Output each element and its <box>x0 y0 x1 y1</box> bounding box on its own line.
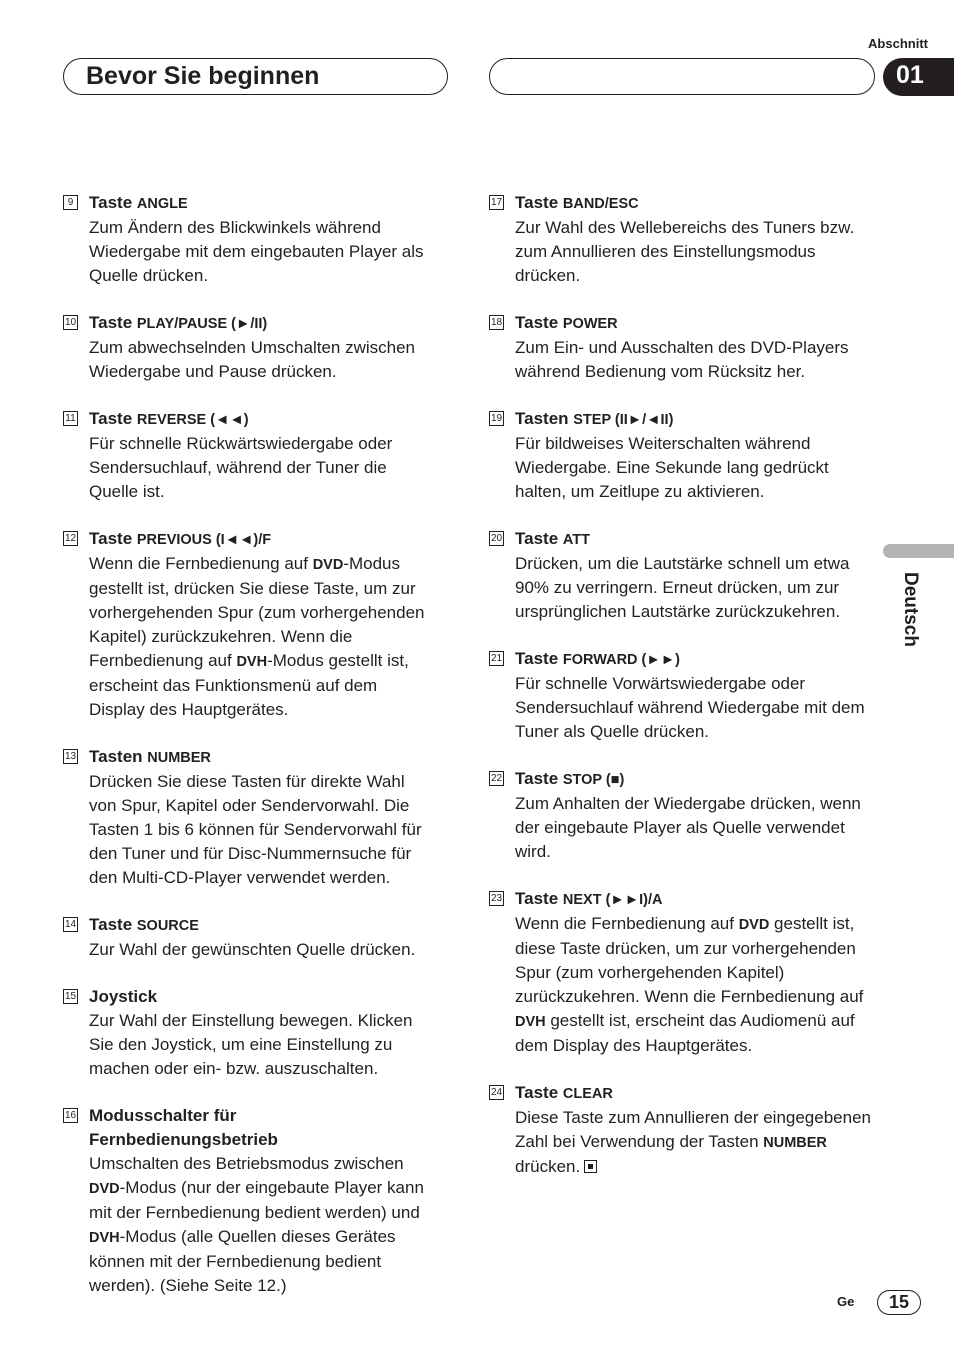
description-text: -Modus (nur der eingebaute Player kann mit der Fernbedienung bedient werden) und <box>89 1178 424 1222</box>
description-text: Diese Taste zum Annullieren der eingegebenen Zahl bei Verwendung der Tasten <box>515 1108 871 1151</box>
language-label: Deutsch <box>900 572 921 647</box>
item-heading-text: Tasten <box>89 747 148 766</box>
item-key-name: FORWARD (►►) <box>562 652 680 668</box>
item-key-name: PREVIOUS (I◄◄)/F <box>136 532 272 548</box>
item-heading-text: Taste <box>89 529 137 548</box>
item-heading-text: Taste <box>515 529 563 548</box>
item-heading <box>515 647 879 672</box>
left-column <box>63 191 425 1321</box>
item-heading-text: Taste <box>515 889 563 908</box>
item-number: 11 <box>63 411 78 426</box>
list-item <box>63 913 425 962</box>
subtitle-box <box>489 58 875 95</box>
list-item <box>489 1081 879 1179</box>
item-description: Zum abwechselnden Umschalten zwischen Wiedergabe und Pause drücken. <box>89 338 415 381</box>
item-number: 13 <box>64 751 77 762</box>
item-description: Zur Wahl der gewünschten Quelle drücken. <box>89 940 416 959</box>
item-heading-text: Taste <box>89 409 137 428</box>
list-item <box>63 745 425 890</box>
mode-name: NUMBER <box>763 1135 827 1151</box>
item-number: 18 <box>490 317 503 328</box>
item-heading-text: Taste <box>515 769 563 788</box>
item-number: 22 <box>490 773 503 784</box>
item-heading <box>89 191 425 216</box>
item-number: 23 <box>490 893 503 904</box>
item-key-name: STOP (■) <box>562 772 625 788</box>
section-number: 01 <box>896 61 924 89</box>
end-mark-icon <box>584 1160 597 1173</box>
item-heading <box>515 887 879 912</box>
item-description: Zum Ändern des Blickwinkels während Wiedergabe mit dem eingebauten Player als Quelle drücken. <box>89 218 424 285</box>
item-key-name: STEP (II►/◄II) <box>573 412 674 428</box>
item-heading-text: Taste <box>515 313 563 332</box>
mode-name: DVH <box>515 1014 546 1030</box>
list-item <box>489 407 879 504</box>
item-heading <box>89 745 425 770</box>
list-item <box>63 527 425 722</box>
list-item <box>63 407 425 504</box>
item-heading <box>89 985 425 1009</box>
item-heading-text: Taste <box>515 193 563 212</box>
list-item <box>489 887 879 1058</box>
item-key-name: SOURCE <box>136 918 199 934</box>
item-heading-text: Taste <box>515 1083 563 1102</box>
item-description <box>89 1152 425 1298</box>
item-heading <box>515 527 879 552</box>
item-heading-text: Tasten <box>515 409 574 428</box>
item-heading-text: Taste <box>89 313 137 332</box>
description-text: -Modus (alle Quellen dieses Gerätes können mit der Fernbedienung bedient werden). (Siehe Seite 12.) <box>89 1227 396 1295</box>
item-description <box>515 912 879 1058</box>
list-item <box>63 1104 425 1298</box>
description-text: gestellt ist, erscheint das Audiomenü auf dem Display des Hauptgerätes. <box>515 1011 855 1055</box>
mode-name: DVD <box>89 1181 120 1197</box>
description-text: Wenn die Fernbedienung auf <box>89 554 313 573</box>
list-item <box>489 311 879 384</box>
item-description <box>89 552 425 722</box>
item-heading-text: Joystick <box>89 987 158 1006</box>
list-item <box>489 767 879 864</box>
item-number: 16 <box>64 1110 77 1121</box>
item-heading-text: Taste <box>89 915 137 934</box>
item-number: 21 <box>490 653 503 664</box>
item-description: Für schnelle Vorwärtswiedergabe oder Sendersuchlauf während Wiedergabe mit dem Tuner als Quelle drücken. <box>515 674 865 741</box>
item-number: 10 <box>64 317 77 328</box>
footer-language: Ge <box>837 1294 855 1309</box>
list-item <box>489 527 879 624</box>
item-key-name: BAND/ESC <box>562 196 639 212</box>
item-heading <box>89 311 425 336</box>
item-description <box>515 1106 879 1179</box>
language-side-label <box>893 572 923 672</box>
item-number: 17 <box>490 197 503 208</box>
list-item <box>489 191 879 288</box>
item-heading <box>89 407 425 432</box>
item-number: 24 <box>490 1087 503 1098</box>
page-title: Bevor Sie beginnen <box>86 62 320 90</box>
item-heading <box>515 407 879 432</box>
page-number: 15 <box>877 1290 921 1315</box>
item-heading <box>515 191 879 216</box>
item-heading <box>89 527 425 552</box>
item-description: Drücken, um die Lautstärke schnell um etwa 90% zu verringern. Erneut drücken, um zur ursprünglichen Lautstärke zurückzukehren. <box>515 554 850 621</box>
item-key-name: ATT <box>562 532 590 548</box>
item-key-name: NUMBER <box>147 750 211 766</box>
mode-name: DVH <box>236 654 268 670</box>
item-heading-text: Taste <box>89 193 137 212</box>
right-column <box>489 191 879 1202</box>
mode-name: DVH <box>89 1230 120 1246</box>
section-label: Abschnitt <box>868 36 928 51</box>
item-number: 20 <box>490 533 503 544</box>
item-heading <box>89 913 425 938</box>
description-text: drücken. <box>515 1157 581 1176</box>
list-item <box>489 647 879 744</box>
item-key-name: REVERSE (◄◄) <box>136 412 249 428</box>
mode-name: DVD <box>738 917 770 933</box>
description-text: gestellt ist, diese Taste drücken, um zur vorhergehenden Spur (zum vorhergehenden Kapitel) zurückzukehren. Wenn die Fernbedienung auf <box>515 914 864 1006</box>
item-number: 12 <box>64 533 77 544</box>
item-key-name: ANGLE <box>136 196 188 212</box>
mode-name: DVD <box>312 557 344 573</box>
item-description: Zur Wahl des Wellebereichs des Tuners bzw. zum Annullieren des Einstellungsmodus drücken. <box>515 218 855 285</box>
item-heading <box>515 311 879 336</box>
list-item <box>63 985 425 1081</box>
item-heading <box>515 767 879 792</box>
item-heading <box>89 1104 425 1152</box>
item-heading-text: Modusschalter für Fernbedienungsbetrieb <box>89 1106 278 1149</box>
item-number: 19 <box>490 413 503 424</box>
description-text: Umschalten des Betriebsmodus zwischen <box>89 1154 404 1173</box>
list-item <box>63 311 425 384</box>
item-description: Für schnelle Rückwärtswiedergabe oder Sendersuchlauf, während der Tuner die Quelle ist. <box>89 434 393 501</box>
description-text: -Modus gestellt ist, drücken Sie diese Taste, um zur vorhergehenden Spur (zum vorhergehenden Kapitel) zurückzukehren. Wenn die Fernbedienung auf <box>89 554 425 670</box>
item-number: 14 <box>64 919 77 930</box>
item-key-name: POWER <box>562 316 618 332</box>
item-key-name: NEXT (►►I)/A <box>562 892 663 908</box>
item-key-name: CLEAR <box>562 1086 613 1102</box>
item-description: Drücken Sie diese Tasten für direkte Wahl von Spur, Kapitel oder Sendervorwahl. Die Tasten 1 bis 6 können für Sendervorwahl für den Tuner und für Disc-Nummernsuche für den Multi-CD-Player verwendet werden. <box>89 772 422 887</box>
item-number: 15 <box>64 991 77 1002</box>
item-description: Zur Wahl der Einstellung bewegen. Klicken Sie den Joystick, um eine Einstellung zu machen oder ein- bzw. auszuschalten. <box>89 1011 413 1078</box>
item-description: Zum Anhalten der Wiedergabe drücken, wenn der eingebaute Player als Quelle verwendet wird. <box>515 794 861 861</box>
description-text: Wenn die Fernbedienung auf <box>515 914 739 933</box>
item-description: Zum Ein- und Ausschalten des DVD-Players während Bedienung vom Rücksitz her. <box>515 338 849 381</box>
language-tab-bar <box>883 544 954 558</box>
item-heading-text: Taste <box>515 649 563 668</box>
item-number: 9 <box>63 195 78 210</box>
page-title-box <box>63 58 448 95</box>
section-number-tab <box>883 58 954 96</box>
item-heading <box>515 1081 879 1106</box>
list-item <box>63 191 425 288</box>
description-text: -Modus gestellt ist, erscheint das Funktionsmenü auf dem Display des Hauptgerätes. <box>89 651 409 719</box>
item-key-name: PLAY/PAUSE (►/II) <box>136 316 268 332</box>
item-description: Für bildweises Weiterschalten während Wiedergabe. Eine Sekunde lang gedrückt halten, um Zeitlupe zu aktivieren. <box>515 434 829 501</box>
